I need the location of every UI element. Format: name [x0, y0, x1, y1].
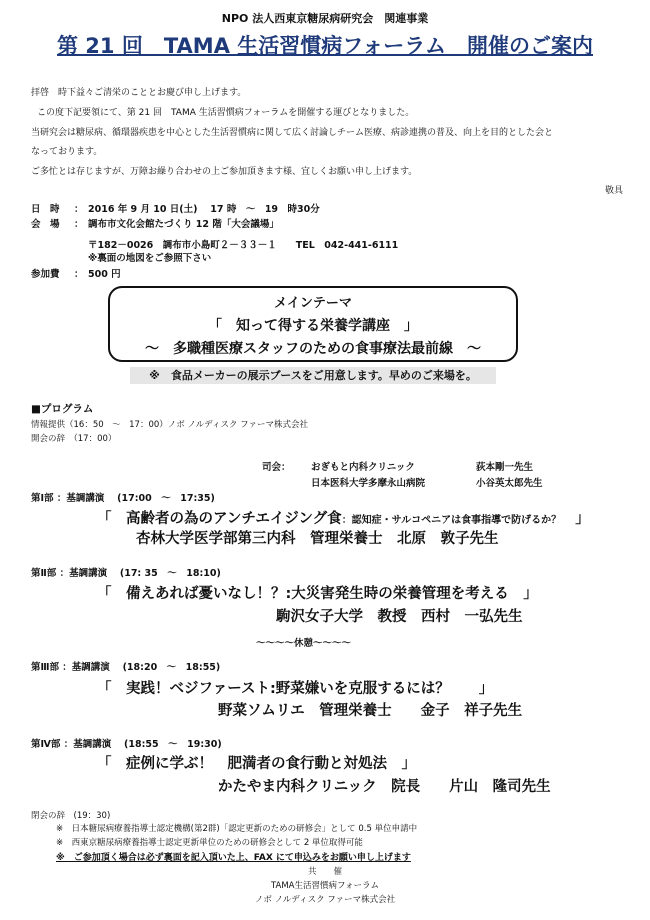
info-colon: ：: [74, 204, 84, 215]
session-1-title: [97, 507, 590, 528]
organizer-line: NPO 法人西東京糖尿病研究会 関連事業: [221, 12, 429, 25]
info-colon: ：: [74, 219, 84, 230]
intro-line-4: なっております。: [31, 147, 103, 157]
session-4-speaker: かたやま内科クリニック 院長 片山 隆司先生: [218, 779, 551, 795]
chair1-org: おぎもと内科クリニック: [311, 462, 415, 473]
program-heading: ■プログラム: [31, 403, 94, 415]
session-3-speaker: 野菜ソムリエ 管理栄養士 金子 祥子先生: [218, 703, 523, 719]
session-1-head: 第Ⅰ部 ：基調講演 (17:00 ～ 17:35): [31, 493, 215, 504]
opening-remarks: 開会の辞 （17：00）: [31, 434, 117, 444]
closing-greeting: 敬具: [605, 186, 624, 196]
venue-value: 調布市文化会館たづくり 12 階「大会議場」: [88, 219, 279, 230]
session-4-head: 第Ⅳ部 ：基調講演 (18:55 ～ 19:30): [31, 739, 222, 750]
intro-line-3: 当研究会は糖尿病、循環器疾患を中心とした生活習慣病に関して広く討論しチーム医療、病診連携の普及、向上を目的とした会と: [31, 128, 554, 138]
venue-address: 〒182－0026 調布市小島町２－３３－１ TEL 042-441-6111: [88, 240, 399, 251]
theme-main: 「 知って得する栄養学講座 」: [208, 318, 418, 334]
theme-label: メインテーマ: [274, 296, 352, 311]
intro-line-5: ご多忙とは存じますが、万障お繰り合わせの上ご参加頂きます様、宜しくお願い申し上げます。: [31, 167, 418, 177]
exhibit-notice: ※ 食品メーカーの展示ブースをご用意します。早めのご来場を。: [130, 367, 496, 384]
chair1-name: 荻本剛一先生: [476, 462, 534, 473]
co-host-2: ノボ ノルディスク ファーマ株式会社: [254, 895, 396, 905]
info-provision: 情報提供（16：50 ～ 17：00）ノボ ノルディスク ファーマ株式会社: [31, 420, 308, 430]
info-colon: ：: [74, 269, 84, 280]
intro-line-2: この度下記要領にて、第 21 回 TAMA 生活習慣病フォーラムを開催する運びとなりました。: [37, 108, 415, 118]
theme-sub: ～ 多職種医療スタッフのための食事療法最前線 ～: [145, 341, 481, 357]
session-3-title: 「 実践！ベジファースト:野菜嫌いを克服するには？ 」: [97, 681, 494, 697]
main-theme-box: [108, 286, 518, 362]
session-1-speaker: 杏林大学医学部第三内科 管理栄養士 北原 敦子先生: [136, 531, 499, 547]
session-2-title: 「 備えあれば憂いなし！？:大災害発生時の栄養管理を考える 」: [97, 586, 538, 602]
page-title: 第 21 回 TAMA 生活習慣病フォーラム 開催のご案内: [57, 34, 593, 58]
session-2-speaker: 駒沢女子大学 教授 西村 一弘先生: [276, 609, 523, 625]
note-3: ※ ご参加頂く場合は必ず裏面を記入頂いた上、FAX にて申込みをお願い申し上げます: [56, 853, 411, 863]
intro-line-1: 拝啓 時下益々ご清栄のこととお慶び申し上げます。: [31, 88, 247, 98]
chair2-name: 小谷英太郎先生: [476, 478, 543, 489]
co-host-1: TAMA生活習慣病フォーラム: [271, 881, 379, 891]
chair2-org: 日本医科大学多摩永山病院: [311, 478, 426, 489]
date-value: 2016 年 9 月 10 日(土) 17 時 ～ 19 時30分: [88, 204, 320, 215]
session-1-title-end: 」: [575, 511, 590, 527]
date-label: 日 時: [31, 204, 60, 215]
session-3-head: 第Ⅲ部 ：基調講演 (18:20 ～ 18:55): [31, 662, 221, 673]
note-1: ※ 日本糖尿病療養指導士認定機構(第2群)「認定更新のための研修会」として 0.5 単位申請中: [56, 824, 418, 834]
chair-label: 司会：: [262, 462, 291, 473]
note-2: ※ 西東京糖尿病療養指導士認定更新単位のための研修会として 2 単位取得可能: [56, 838, 363, 848]
fee-label: 参加費: [31, 269, 60, 280]
venue-label: 会 場: [31, 219, 60, 230]
session-1-title-main: 「 高齢者の為のアンチエイジング食: [97, 511, 342, 527]
map-note: ※裏面の地図をご参照下さい: [88, 253, 212, 264]
closing-remarks: 閉会の辞 (19：30): [31, 811, 111, 821]
session-1-title-sub: ：認知症・サルコペニアは食事指導で防げるか？: [341, 515, 562, 526]
fee-value: 500 円: [88, 269, 121, 280]
co-host-label: 共 催: [307, 867, 342, 877]
session-4-title: 「 症例に学ぶ！ 肥満者の食行動と対処法 」: [97, 756, 416, 772]
session-2-head: 第Ⅱ部 ：基調講演 (17: 35 ～ 18:10): [31, 568, 221, 579]
break-marker: ～～～～休憩～～～～: [256, 638, 352, 649]
